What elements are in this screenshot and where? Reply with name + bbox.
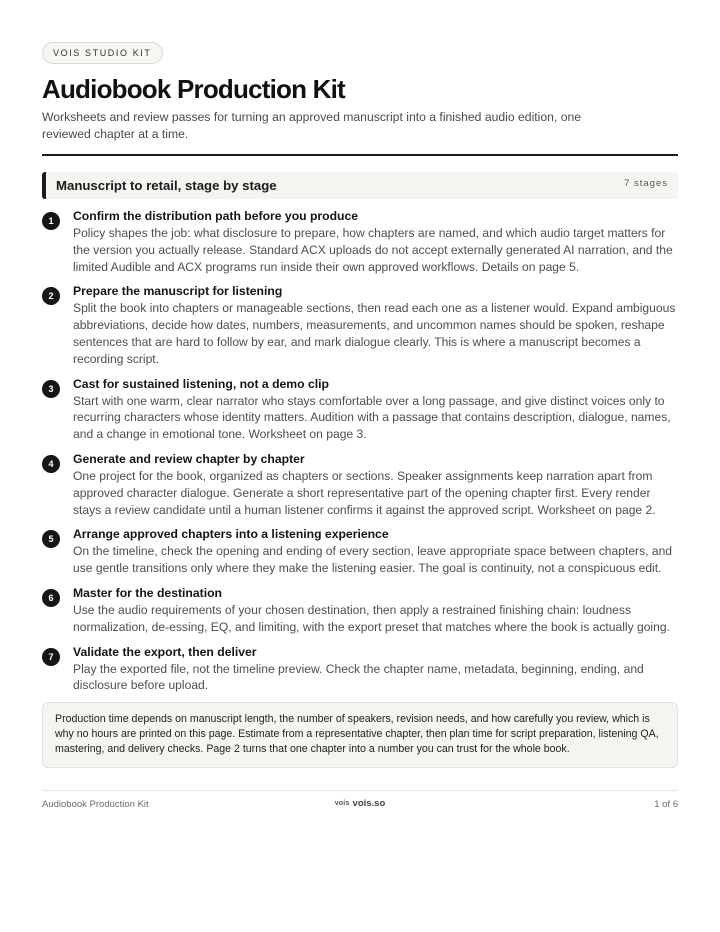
footer-brand <box>335 798 386 809</box>
stage-number-badge: 6 <box>42 589 60 607</box>
stage-description: Split the book into chapters or manageable sections, then read each one as a listener would. Expand ambiguous abbreviations, decide how dates, numbers, measurements, and uncommon names should be spoken, reshape sentences that are hard to follow by ear, and mark dialogue clearly. This is where a manuscript becomes a recording script. <box>73 301 676 366</box>
stage-title: Prepare the manuscript for listening <box>73 284 283 299</box>
section-title: Manuscript to retail, stage by stage <box>56 178 277 193</box>
section-header <box>42 172 678 199</box>
footer-doc-title: Audiobook Production Kit <box>42 799 149 811</box>
kit-badge: VOIS STUDIO KIT <box>42 42 163 64</box>
stage-description: Start with one warm, clear narrator who stays comfortable over a long passage, and give distinct voices only to recurring characters whose identity matters. Audition with a passage that contains description, dialogue, names, and a change in emotional tone. Worksheet on page 3. <box>73 393 671 442</box>
stage-item-3 <box>42 376 678 443</box>
stage-item-6 <box>42 585 678 636</box>
stage-title: Generate and review chapter by chapter <box>73 451 305 466</box>
stage-item-5 <box>42 526 678 577</box>
document-page <box>42 42 678 813</box>
stage-title: Master for the destination <box>73 585 222 600</box>
page-footer <box>42 799 678 813</box>
page-number: 1 of 6 <box>654 799 678 811</box>
footer-website: vois.so <box>352 798 386 810</box>
page-subtitle: Worksheets and review passes for turning an approved manuscript into a finished audio edition, one reviewed chapter at a time. <box>42 110 582 141</box>
header-divider <box>42 154 678 156</box>
stage-number-badge: 3 <box>42 380 60 398</box>
vois-logo-icon: vois <box>334 800 350 808</box>
stage-description: Policy shapes the job: what disclosure to prepare, how chapters are named, and which audio target matters for the version you actually release. Standard ACX uploads do not accept externally generated AI narration, and the limited Audible and ACX programs run inside their own approved workflows. Details on page 5. <box>73 226 673 274</box>
stage-title: Cast for sustained listening, not a demo clip <box>73 376 329 391</box>
stage-description: Use the audio requirements of your chosen destination, then apply a restrained finishing chain: loudness normalization, de-essing, EQ, and limiting, with the export preset that matches where the book is actually going. <box>73 602 670 634</box>
stage-description: One project for the book, organized as chapters or sections. Speaker assignments keep narration apart from approved character dialogue. Generate a short representative part of the opening chapter first. Every render stays a review candidate until a human listener confirms it against the approved script. Worksheet on page 2. <box>73 468 656 517</box>
stage-number-badge: 5 <box>42 530 60 548</box>
section-stage-count: 7 stages <box>624 178 668 189</box>
stage-list <box>42 208 678 694</box>
stage-title: Arrange approved chapters into a listening experience <box>73 527 389 542</box>
stage-description: Play the exported file, not the timeline preview. Check the chapter name, metadata, beginning, ending, and disclosure before upload. <box>73 661 644 693</box>
stage-number-badge: 1 <box>42 212 60 230</box>
footer-divider <box>42 790 678 791</box>
stage-item-7 <box>42 644 678 695</box>
stage-title: Confirm the distribution path before you produce <box>73 209 359 223</box>
stage-number-badge: 4 <box>42 455 60 473</box>
stage-item-1 <box>42 208 678 275</box>
stage-item-4 <box>42 451 678 518</box>
production-time-note: Production time depends on manuscript length, the number of speakers, revision needs, and how carefully you review, which is why no hours are printed on this page. Estimate from a representative chapter, then plan time for script preparation, listening QA, mastering, and delivery checks. Page 2 turns that one chapter into a number you can trust for the whole book. <box>42 702 678 768</box>
stage-number-badge: 2 <box>42 287 60 305</box>
stage-number-badge: 7 <box>42 648 60 666</box>
stage-item-2 <box>42 283 678 367</box>
page-title: Audiobook Production Kit <box>42 74 345 104</box>
stage-title: Validate the export, then deliver <box>73 644 257 659</box>
stage-description: On the timeline, check the opening and ending of every section, leave appropriate space between chapters, and use gentle transitions only where they make the listening easier. The goal is continuity, not a conspicuous edit. <box>73 544 673 576</box>
